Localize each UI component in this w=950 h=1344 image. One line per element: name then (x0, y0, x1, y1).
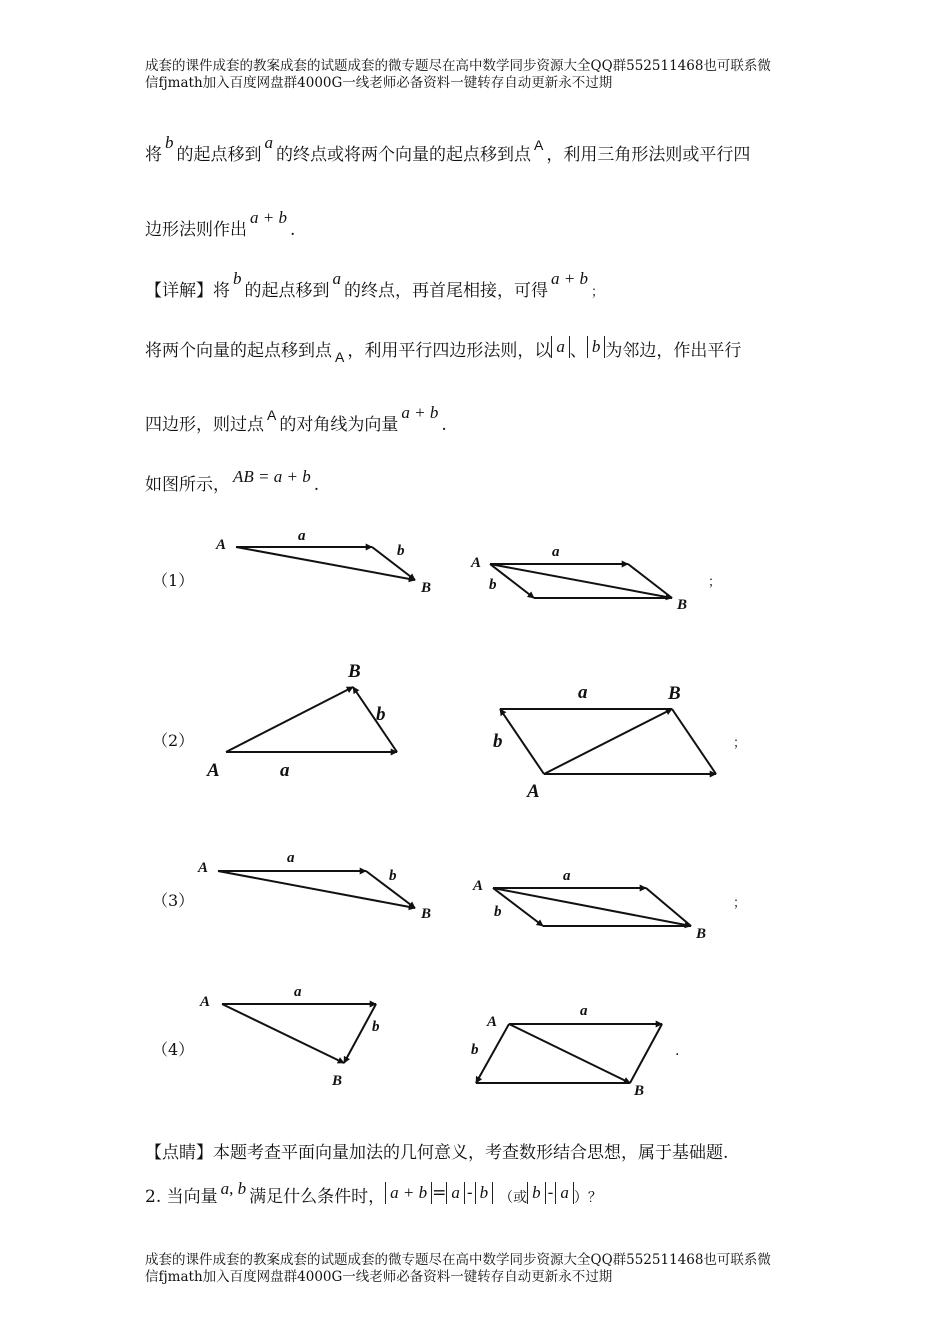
fig1-par-label-b: b (489, 577, 497, 593)
fig2-par-side (672, 709, 716, 774)
question-2: 2. 当向量 a, b 满足什么条件时， a + b = a - b （或 b - a ）？ (145, 1179, 602, 1207)
fig1-tri-vector-ab (236, 547, 415, 580)
fig3-tri-label-B: B (421, 906, 432, 922)
detail-line-3: 四边形，则过点 $^A$ 的对角线为向量a + b. (145, 403, 447, 435)
fig1-tri-label-B: B (421, 580, 432, 596)
fig4-tri-label-A: A (200, 994, 211, 1010)
fig4-par-label-a: a (580, 1003, 588, 1019)
fig3-end-punct: ； (733, 896, 747, 911)
detail-line-4: 如图所示， AB = a + b . (145, 467, 320, 495)
fig3-tri-vector-ab (218, 871, 415, 908)
fig2-par-label-b: b (493, 731, 503, 752)
fig3-par-side (646, 888, 691, 926)
fig4-tri-label-a: a (294, 984, 302, 1000)
fig4-number: （4） (152, 1040, 195, 1059)
fig2-tri-label-a: a (280, 760, 290, 781)
fig3-tri-label-a: a (287, 850, 295, 866)
detail-line-1: 【详解】将b的起点移到a的终点，再首尾相接，可得a + b； (145, 269, 604, 301)
fig1-par-label-a: a (552, 544, 560, 560)
fig4-par-diagonal (509, 1024, 630, 1083)
comment-line: 【点睛】本题考查平面向量加法的几何意义，考查数形结合思想，属于基础题. (145, 1143, 729, 1163)
fig1-number: （1） (152, 571, 195, 590)
footer-line-1: 成套的课件成套的教案成套的试题成套的微专题尽在高中数学同步资源大全QQ群552511468也可联系微 (145, 1252, 771, 1268)
fig3-par-label-b: b (494, 904, 502, 920)
fig4-par-label-B: B (634, 1083, 645, 1099)
fig2-par-label-B: B (668, 683, 681, 704)
fig3-number: （3） (152, 891, 195, 910)
fig1-end-punct: ； (708, 575, 722, 590)
fig4-tri-label-B: B (332, 1073, 343, 1089)
analysis-line-1: 将b的起点移到a的终点或将两个向量的起点移到点 $^A$ ，利用三角形法则或平行四 (145, 133, 751, 165)
fig3-par-label-A: A (473, 878, 484, 894)
fig2-tri-vector-b (353, 687, 397, 752)
fig3-par-diagonal (493, 888, 691, 926)
footer-line-2: 信fjmath加入百度网盘群4000G一线老师必备资料一键转存自动更新永不过期 (145, 1269, 613, 1285)
fig2-par-diagonal (544, 709, 672, 774)
fig4-tri-vector-ab (222, 1004, 344, 1063)
fig2-tri-label-B: B (348, 661, 361, 682)
fig1-par-label-A: A (471, 555, 482, 571)
fig2-number: （2） (152, 731, 195, 750)
fig1-par-diagonal (490, 564, 672, 598)
fig2-par-label-a: a (578, 682, 588, 703)
fig4-end-punct: . (675, 1043, 680, 1059)
fig4-par-label-b: b (471, 1042, 479, 1058)
fig4-par-label-A: A (487, 1014, 498, 1030)
fig3-par-label-B: B (696, 926, 707, 942)
fig2-par-vector-b (500, 709, 544, 774)
detail-line-2: 将两个向量的起点移到点 $_A$ ，利用平行四边形法则，以 a 、 b 为邻边，作出平行 (145, 337, 742, 365)
header-line-2: 信fjmath加入百度网盘群4000G一线老师必备资料一键转存自动更新永不过期 (145, 75, 613, 91)
fig1-tri-label-a: a (298, 528, 306, 544)
fig1-tri-label-A: A (216, 537, 227, 553)
fig4-par-side (630, 1024, 662, 1083)
analysis-line-2: 边形法则作出a + b. (145, 208, 296, 240)
fig4-tri-label-b: b (372, 1019, 380, 1035)
fig4-par-vector-b (476, 1024, 509, 1083)
fig2-end-punct: ； (733, 736, 747, 751)
fig2-tri-label-A: A (207, 760, 220, 781)
fig2-par-label-A: A (527, 781, 540, 802)
fig2-tri-label-b: b (376, 704, 386, 725)
header-line-1: 成套的课件成套的教案成套的试题成套的微专题尽在高中数学同步资源大全QQ群552511468也可联系微 (145, 58, 771, 74)
fig3-tri-label-A: A (198, 860, 209, 876)
fig2-tri-vector-ab (226, 687, 353, 752)
fig1-tri-label-b: b (397, 543, 405, 559)
fig3-par-label-a: a (563, 868, 571, 884)
fig1-par-label-B: B (677, 597, 688, 613)
fig3-tri-label-b: b (389, 868, 397, 884)
page-footer (145, 1252, 815, 1286)
